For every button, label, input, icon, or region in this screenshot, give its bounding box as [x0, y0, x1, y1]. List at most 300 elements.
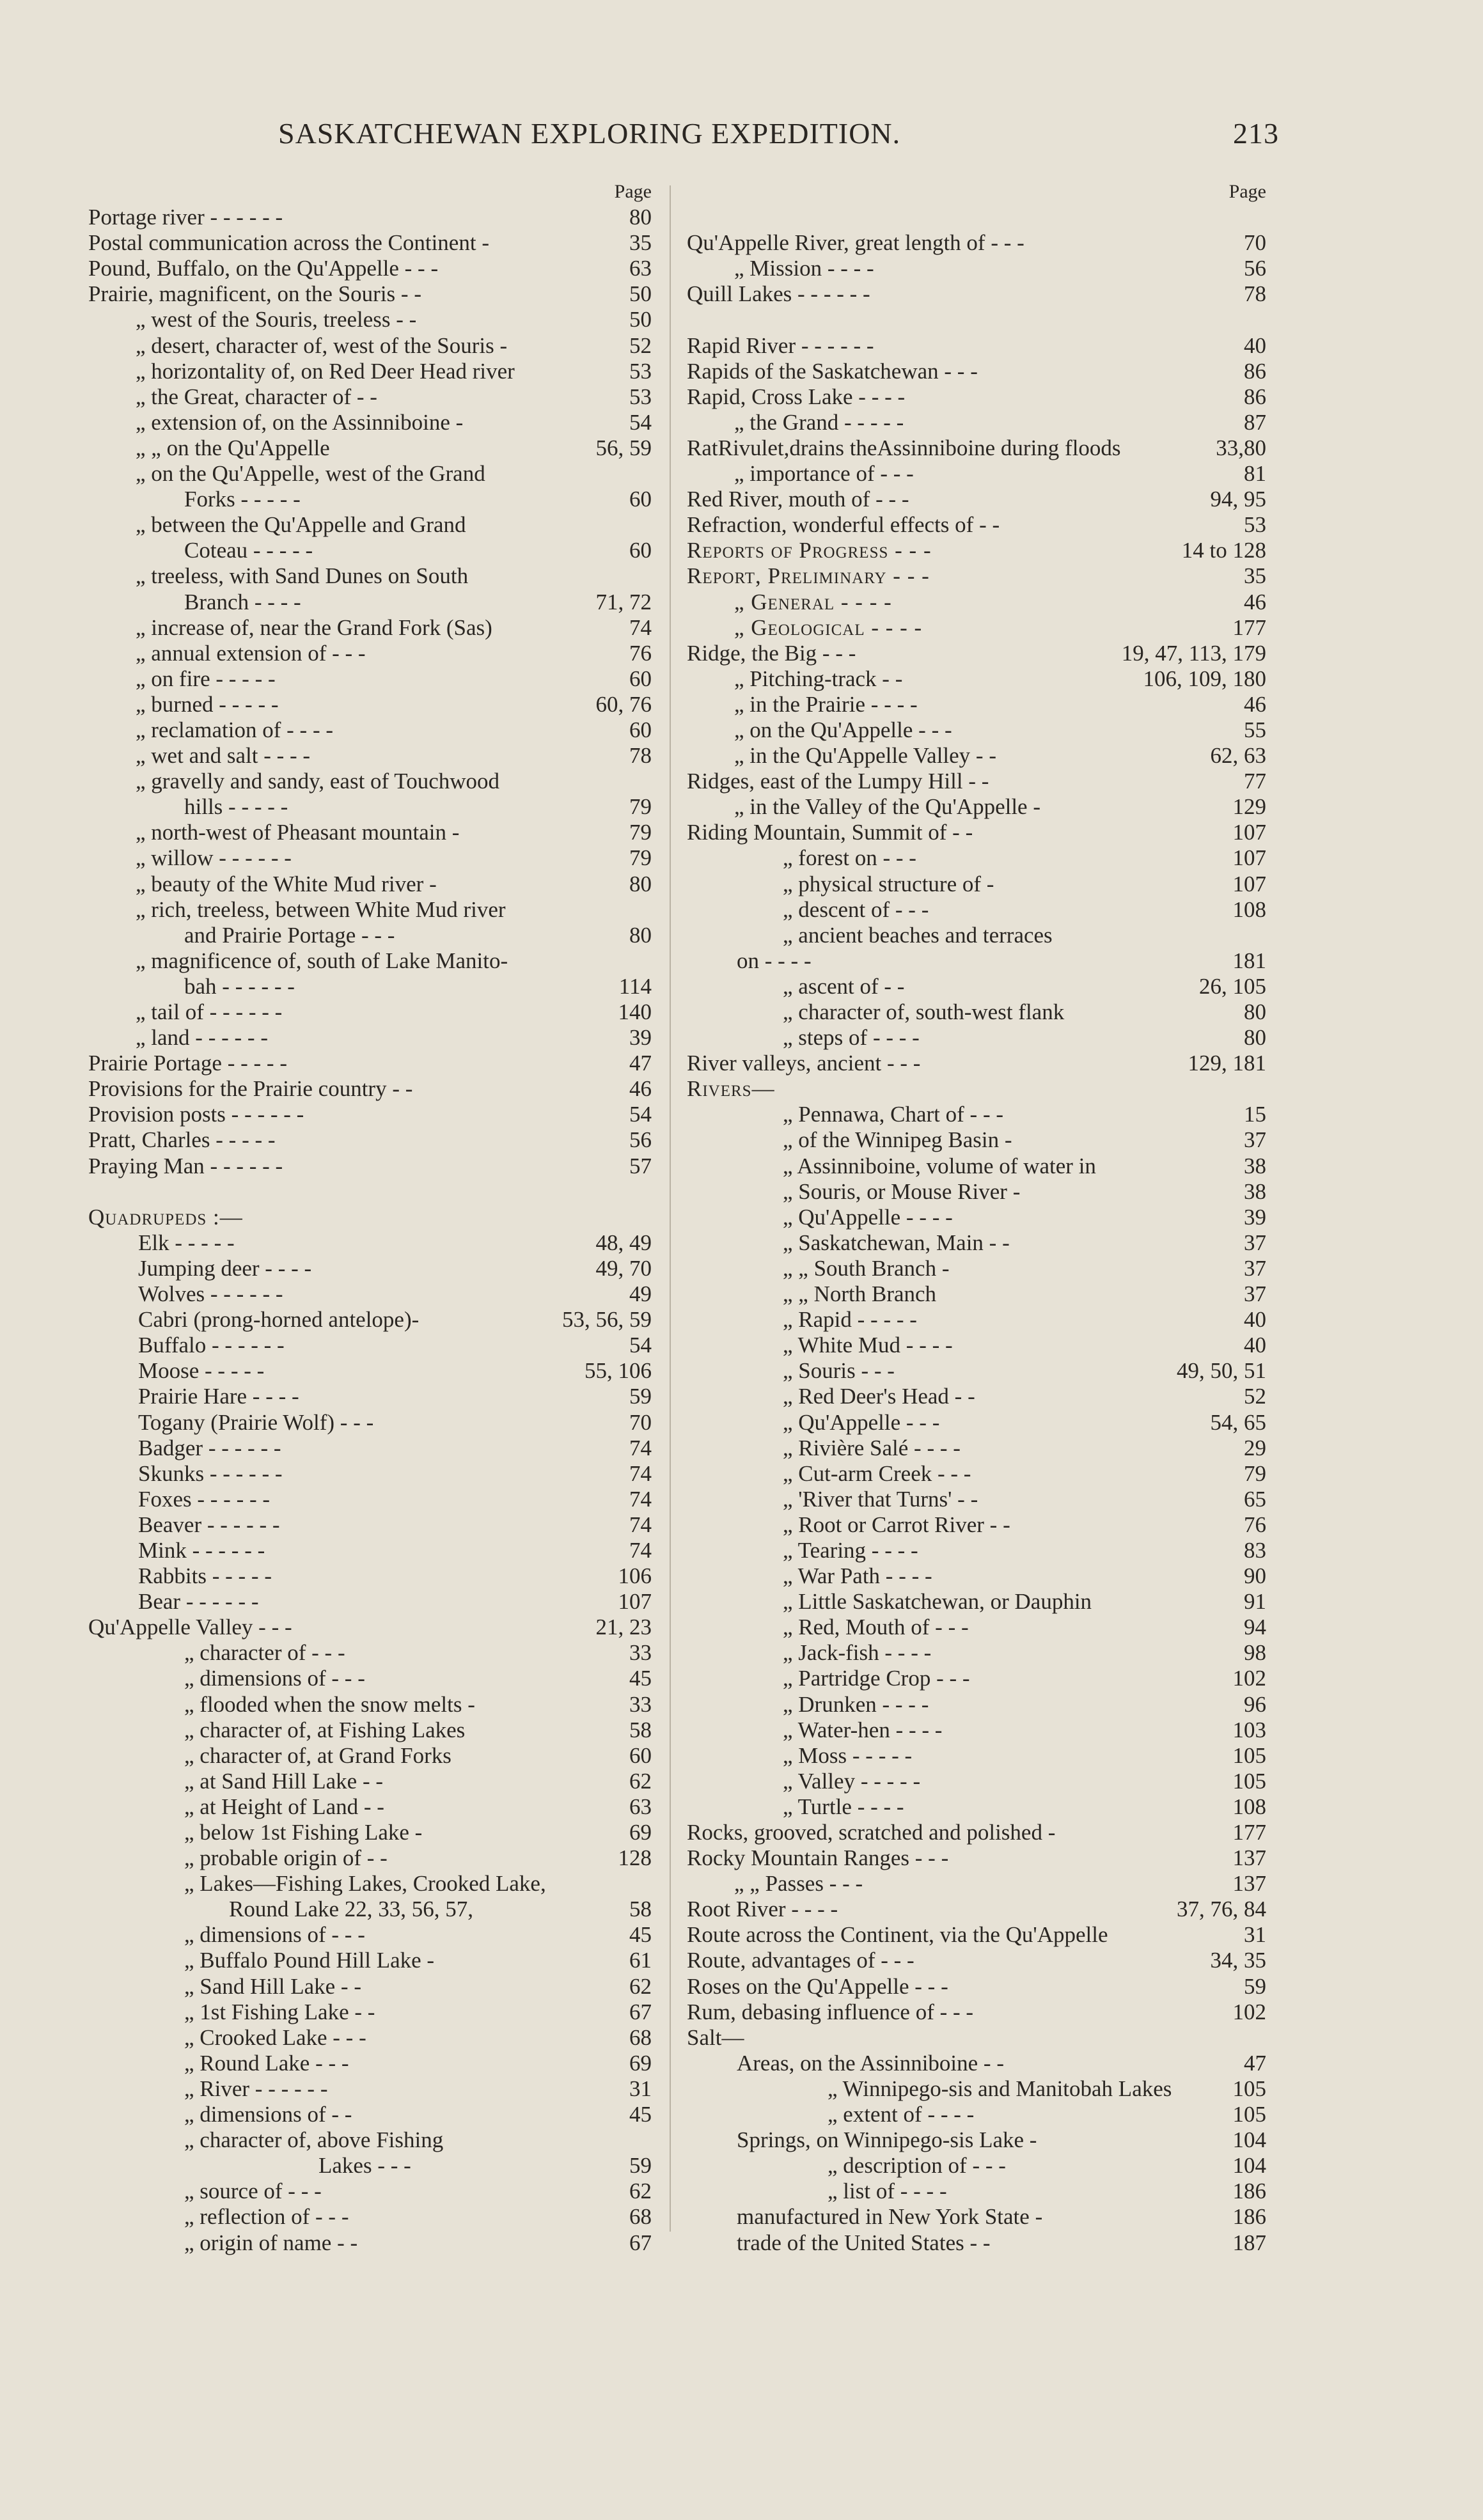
entry-page-ref: 67: [629, 2230, 652, 2255]
entry-page-ref: 177: [1232, 1820, 1266, 1845]
entry-text: Mink - - - - - -: [138, 1537, 265, 1563]
index-entry: [88, 1769, 654, 1794]
index-entry: [687, 666, 1269, 692]
entry-text: Moose - - - - -: [138, 1358, 265, 1384]
entry-text: „ at Sand Hill Lake - -: [184, 1768, 384, 1794]
index-entry: [88, 487, 654, 512]
entry-page-ref: 78: [1244, 281, 1266, 307]
entry-text: „ gravelly and sandy, east of Touchwood: [136, 769, 500, 794]
index-entry: [687, 769, 1269, 794]
index-entry: [88, 1076, 654, 1102]
entry-text: Springs, on Winnipego-sis Lake -: [737, 2127, 1037, 2153]
entry-page-ref: 45: [629, 1666, 652, 1691]
entry-text: and Prairie Portage - - -: [184, 922, 395, 948]
index-entry: [88, 1692, 654, 1718]
entry-text: „ on fire - - - - -: [136, 666, 276, 691]
entry-text: Ridge, the Big - - -: [687, 640, 856, 666]
index-entry: [687, 1410, 1269, 1436]
index-entry: [88, 2025, 654, 2051]
entry-page-ref: 57: [629, 1153, 652, 1178]
entry-text: „ magnificence of, south of Lake Manito-: [136, 948, 508, 973]
entry-page-ref: 59: [629, 1384, 652, 1409]
entry-page-ref: 79: [629, 845, 652, 871]
entry-page-ref: 14 to 128: [1181, 538, 1266, 563]
index-entry: [88, 461, 654, 487]
entry-page-ref: 37: [1244, 1281, 1266, 1307]
index-entry: [687, 1820, 1269, 1845]
entry-text: „ steps of - - - -: [783, 1025, 920, 1051]
entry-text: „ Red, Mouth of - - -: [783, 1615, 969, 1640]
entry-text: „ the Grand - - - - -: [734, 409, 904, 435]
index-entry: [88, 1589, 654, 1615]
index-entry: [687, 1436, 1269, 1461]
entry-page-ref: 86: [1244, 358, 1266, 384]
index-entry: [88, 2230, 654, 2256]
entry-page-ref: 129, 181: [1188, 1051, 1266, 1076]
index-entry: [687, 538, 1269, 563]
entry-page-ref: 40: [1244, 333, 1266, 358]
index-entry: [687, 1307, 1269, 1333]
entry-page-ref: 48, 49: [595, 1230, 652, 1255]
entry-text: Rapid River - - - - - -: [687, 333, 874, 358]
entry-text: „ character of, at Fishing Lakes: [184, 1717, 466, 1742]
entry-text: „ importance of - - -: [734, 461, 914, 487]
entry-text: „ on the Qu'Appelle - - -: [734, 717, 952, 742]
index-entry: [687, 1666, 1269, 1691]
entry-text: „ character of, south-west flank: [783, 999, 1065, 1024]
entry-text: „ physical structure of -: [783, 871, 994, 896]
entry-text: Buffalo - - - - - -: [138, 1333, 285, 1358]
index-entry: [88, 666, 654, 692]
entry-page-ref: 177: [1232, 614, 1266, 640]
index-entry: [88, 2204, 654, 2230]
entry-text: „ north-west of Pheasant mountain -: [136, 820, 460, 845]
entry-page-ref: 53: [629, 384, 652, 409]
entry-page-ref: 29: [1244, 1435, 1266, 1460]
index-entry: [88, 948, 654, 974]
entry-text: Root River - - - -: [687, 1897, 838, 1922]
entry-page-ref: 114: [618, 973, 652, 999]
index-entry: [687, 359, 1269, 384]
index-entry: [687, 1512, 1269, 1538]
entry-page-ref: 128: [618, 1845, 652, 1871]
index-entry: [88, 1922, 654, 1948]
entry-page-ref: 76: [629, 640, 652, 666]
entry-page-ref: 80: [1244, 999, 1266, 1024]
index-entry: [687, 641, 1269, 666]
entry-text: Quill Lakes - - - - - -: [687, 281, 870, 307]
entry-text: „ extent of - - - -: [828, 2102, 975, 2127]
entry-page-ref: 39: [629, 1025, 652, 1051]
entry-page-ref: 50: [629, 307, 652, 333]
entry-page-ref: 96: [1244, 1691, 1266, 1717]
index-entry: [687, 1179, 1269, 1205]
index-entry: [88, 1154, 654, 1179]
index-entry: [88, 1615, 654, 1640]
entry-text: „ character of - - -: [184, 1640, 345, 1666]
entry-page-ref: 52: [1244, 1384, 1266, 1409]
entry-text: Areas, on the Assinniboine - -: [737, 2050, 1004, 2076]
entry-text: „ description of - - -: [828, 2153, 1006, 2179]
index-entry: [687, 2051, 1269, 2076]
entry-page-ref: 105: [1232, 2076, 1266, 2101]
entry-text: „ source of - - -: [184, 2179, 322, 2204]
index-entry: [687, 2179, 1269, 2204]
index-entry: [88, 1384, 654, 1409]
entry-page-ref: 40: [1244, 1333, 1266, 1358]
entry-text: „ Geological - - - -: [734, 614, 923, 640]
entry-page-ref: 108: [1232, 1794, 1266, 1819]
index-entry: [88, 2127, 654, 2153]
entry-page-ref: 140: [618, 999, 652, 1024]
index-entry: [687, 974, 1269, 999]
entry-page-ref: 54: [629, 1102, 652, 1127]
entry-text: „ in the Valley of the Qu'Appelle -: [734, 794, 1040, 820]
index-entry: [88, 1871, 654, 1897]
entry-page-ref: 63: [629, 1794, 652, 1819]
index-entry: [687, 1897, 1269, 1922]
entry-page-ref: 94, 95: [1210, 487, 1266, 512]
index-entry: [687, 205, 1269, 230]
entry-text: „ 'River that Turns' - -: [783, 1486, 978, 1512]
index-entry: [88, 794, 654, 820]
entry-page-ref: 33,80: [1216, 435, 1266, 460]
entry-text: „ Partridge Crop - - -: [783, 1666, 970, 1691]
entry-page-ref: 37: [1244, 1127, 1266, 1153]
entry-page-ref: 31: [1244, 1922, 1266, 1948]
entry-page-ref: 91: [1244, 1589, 1266, 1615]
index-entry: [687, 1538, 1269, 1563]
entry-text: „ burned - - - - -: [136, 691, 279, 717]
entry-page-ref: 107: [1232, 871, 1266, 896]
entry-page-ref: 106, 109, 180: [1143, 666, 1266, 691]
index-entry: [687, 820, 1269, 845]
entry-page-ref: 59: [1244, 1973, 1266, 1999]
entry-page-ref: 59: [629, 2153, 652, 2179]
entry-page-ref: 102: [1232, 1666, 1266, 1691]
entry-page-ref: 79: [629, 820, 652, 845]
entry-page-ref: 49: [629, 1281, 652, 1307]
entry-page-ref: 34, 35: [1210, 1948, 1266, 1973]
entry-text: Route across the Continent, via the Qu'Appelle: [687, 1922, 1108, 1948]
entry-text: „ Rapid - - - - -: [783, 1307, 917, 1333]
entry-text: Provision posts - - - - - -: [88, 1102, 304, 1127]
entry-text: „ Cut-arm Creek - - -: [783, 1460, 971, 1486]
entry-text: „ River - - - - - -: [184, 2076, 328, 2101]
index-entry: [88, 845, 654, 871]
entry-text: „ dimensions of - -: [184, 2102, 352, 2127]
entry-page-ref: 107: [1232, 845, 1266, 871]
entry-text: „ Drunken - - - -: [783, 1691, 929, 1717]
index-entry: [88, 615, 654, 641]
entry-page-ref: 31: [629, 2076, 652, 2101]
entry-page-ref: 54: [629, 409, 652, 435]
entry-text: „ willow - - - - - -: [136, 845, 292, 871]
entry-text: „ list of - - - -: [828, 2179, 947, 2204]
entry-text: RatRivulet,drains theAssinniboine during floods: [687, 435, 1121, 460]
index-entry: [687, 845, 1269, 871]
entry-text: „ land - - - - - -: [136, 1025, 268, 1051]
index-entry: [687, 743, 1269, 769]
entry-text: „ Buffalo Pound Hill Lake -: [184, 1948, 435, 1973]
entry-text: „ probable origin of - -: [184, 1845, 388, 1871]
entry-page-ref: 62: [629, 2179, 652, 2204]
index-entry: [88, 1127, 654, 1153]
entry-page-ref: 47: [629, 1051, 652, 1076]
entry-text: „ dimensions of - - -: [184, 1922, 365, 1948]
entry-text: Togany (Prairie Wolf) - - -: [138, 1409, 374, 1435]
index-entry: [88, 1974, 654, 2000]
entry-page-ref: 107: [1232, 820, 1266, 845]
entry-text: Quadrupeds :—: [88, 1204, 243, 1230]
index-entry: [88, 1512, 654, 1538]
entry-text: Roses on the Qu'Appelle - - -: [687, 1973, 948, 1999]
entry-text: Pratt, Charles - - - - -: [88, 1127, 276, 1153]
index-entry: [687, 1948, 1269, 1973]
index-entry: [687, 1487, 1269, 1512]
index-entry: [687, 1102, 1269, 1127]
entry-page-ref: 50: [629, 281, 652, 307]
page-number: 213: [1233, 117, 1279, 150]
index-entry: [687, 1615, 1269, 1640]
entry-text: manufactured in New York State -: [737, 2204, 1043, 2230]
running-header: [83, 116, 1279, 155]
entry-page-ref: 104: [1232, 2153, 1266, 2179]
index-entry: [88, 435, 654, 461]
entry-text: Refraction, wonderful effects of - -: [687, 512, 1000, 538]
index-entry: [88, 1102, 654, 1127]
entry-page-ref: 38: [1244, 1178, 1266, 1204]
index-entry: [687, 1127, 1269, 1153]
index-entry: [687, 897, 1269, 923]
entry-page-ref: 46: [629, 1076, 652, 1102]
page-column-label: Page: [1228, 181, 1266, 202]
entry-page-ref: 181: [1232, 948, 1266, 973]
entry-page-ref: 56: [1244, 256, 1266, 281]
index-entry: [88, 2153, 654, 2179]
entry-text: trade of the United States - -: [737, 2230, 991, 2255]
entry-text: Pound, Buffalo, on the Qu'Appelle - - -: [88, 256, 439, 281]
entry-page-ref: 71, 72: [595, 589, 652, 614]
index-entry: [687, 435, 1269, 461]
entry-text: „ Tearing - - - -: [783, 1537, 918, 1563]
entry-page-ref: 74: [629, 1537, 652, 1563]
index-entry: [88, 1025, 654, 1051]
index-entry: [687, 563, 1269, 589]
index-entry: [88, 1307, 654, 1333]
entry-page-ref: 54: [629, 1333, 652, 1358]
entry-page-ref: 129: [1232, 794, 1266, 820]
entry-text: „ Winnipego-sis and Manitobah Lakes: [828, 2076, 1172, 2101]
entry-page-ref: 56, 59: [595, 435, 652, 460]
entry-text: Red River, mouth of - - -: [687, 487, 909, 512]
index-entry: [687, 487, 1269, 512]
index-entry: [687, 2076, 1269, 2102]
entry-text: „ annual extension of - - -: [136, 640, 366, 666]
entry-text: „ reflection of - - -: [184, 2204, 349, 2230]
entry-page-ref: 35: [629, 230, 652, 256]
entry-page-ref: 45: [629, 1922, 652, 1948]
entry-page-ref: 63: [629, 256, 652, 281]
entry-text: „ in the Prairie - - - -: [734, 691, 918, 717]
entry-page-ref: 60: [629, 538, 652, 563]
entry-page-ref: 49, 70: [595, 1255, 652, 1281]
entry-page-ref: 62: [629, 1973, 652, 1999]
entry-page-ref: 60: [629, 666, 652, 691]
entry-page-ref: 39: [1244, 1204, 1266, 1230]
index-entry: [687, 410, 1269, 435]
index-entry: [687, 1640, 1269, 1666]
index-entry: [88, 1820, 654, 1845]
index-entry: [687, 692, 1269, 717]
index-entry: [88, 2102, 654, 2127]
entry-page-ref: 69: [629, 2050, 652, 2076]
entry-text: „ „ on the Qu'Appelle: [136, 435, 330, 460]
entry-text: „ desert, character of, west of the Souris -: [136, 333, 508, 358]
index-entry: [88, 923, 654, 948]
entry-text: „ Pennawa, Chart of - - -: [783, 1102, 1004, 1127]
column-divider: [670, 185, 671, 2232]
entry-text: Postal communication across the Continent -: [88, 230, 489, 256]
entry-page-ref: 35: [1244, 563, 1266, 589]
entry-page-ref: 186: [1232, 2204, 1266, 2230]
index-entry: [687, 461, 1269, 487]
entry-page-ref: 45: [629, 2102, 652, 2127]
index-entry: [687, 1051, 1269, 1076]
index-entry: [88, 974, 654, 999]
entry-page-ref: 74: [629, 1435, 652, 1460]
index-entry: [687, 1845, 1269, 1871]
entry-text: „ below 1st Fishing Lake -: [184, 1820, 423, 1845]
entry-page-ref: 108: [1232, 896, 1266, 922]
entry-text: Cabri (prong-horned antelope)-: [138, 1307, 420, 1333]
entry-text: Rabbits - - - - -: [138, 1563, 272, 1589]
entry-page-ref: 33: [629, 1640, 652, 1666]
index-entry: [88, 1256, 654, 1281]
entry-page-ref: 52: [629, 333, 652, 358]
index-entry: [88, 641, 654, 666]
entry-text: „ in the Qu'Appelle Valley - -: [734, 743, 996, 769]
entry-text: Badger - - - - - -: [138, 1435, 281, 1460]
entry-text: Reports of Progress - - -: [687, 538, 932, 563]
entry-text: „ White Mud - - - -: [783, 1333, 953, 1358]
index-entry: [88, 307, 654, 333]
entry-text: Rocks, grooved, scratched and polished -: [687, 1820, 1056, 1845]
index-entry: [88, 281, 654, 307]
index-entry: [88, 1640, 654, 1666]
running-title: SASKATCHEWAN EXPLORING EXPEDITION.: [278, 117, 901, 150]
entry-text: „ the Great, character of - -: [136, 384, 377, 409]
entry-page-ref: 49, 50, 51: [1177, 1358, 1266, 1384]
entry-text: Skunks - - - - - -: [138, 1460, 283, 1486]
index-entry: [88, 230, 654, 256]
entry-text: Report, Preliminary - - -: [687, 563, 930, 589]
index-entry: [687, 1461, 1269, 1487]
index-entry: [687, 2204, 1269, 2230]
entry-text: River valleys, ancient - - -: [687, 1051, 921, 1076]
index-entry: [88, 512, 654, 538]
index-entry: [687, 256, 1269, 281]
entry-text: Prairie, magnificent, on the Souris - -: [88, 281, 421, 307]
index-entry: [88, 769, 654, 794]
entry-text: Beaver - - - - - -: [138, 1512, 280, 1537]
entry-page-ref: 62, 63: [1210, 743, 1266, 769]
entry-text: „ origin of name - -: [184, 2230, 358, 2255]
entry-page-ref: 67: [629, 1999, 652, 2024]
entry-page-ref: 187: [1232, 2230, 1266, 2255]
entry-page-ref: 60: [629, 717, 652, 742]
index-entry: [687, 1256, 1269, 1281]
entry-text: „ Jack-fish - - - -: [783, 1640, 932, 1666]
entry-text: „ Round Lake - - -: [184, 2050, 349, 2076]
entry-text: Wolves - - - - - -: [138, 1281, 283, 1307]
entry-page-ref: 83: [1244, 1537, 1266, 1563]
entry-page-ref: 55: [1244, 717, 1266, 742]
index-entry: [687, 281, 1269, 307]
index-entry: [687, 1743, 1269, 1769]
entry-page-ref: 46: [1244, 691, 1266, 717]
index-entry: [687, 2102, 1269, 2127]
entry-text: Foxes - - - - - -: [138, 1486, 271, 1512]
index-entry: [687, 1794, 1269, 1820]
index-entry: [687, 1589, 1269, 1615]
entry-text: „ Pitching-track - -: [734, 666, 903, 691]
index-entry: [687, 230, 1269, 256]
index-entry: [88, 2000, 654, 2025]
entry-page-ref: 54, 65: [1210, 1409, 1266, 1435]
entry-page-ref: 103: [1232, 1717, 1266, 1742]
entry-text: Prairie Portage - - - - -: [88, 1051, 287, 1076]
entry-page-ref: 74: [629, 614, 652, 640]
entry-text: „ Red Deer's Head - -: [783, 1384, 975, 1409]
index-entry: [88, 999, 654, 1025]
index-entry: [88, 743, 654, 769]
entry-page-ref: 19, 47, 113, 179: [1121, 640, 1266, 666]
entry-page-ref: 38: [1244, 1153, 1266, 1178]
entry-page-ref: 104: [1232, 2127, 1266, 2153]
page-column-label: Page: [614, 181, 652, 202]
entry-text: „ extension of, on the Assinniboine -: [136, 409, 464, 435]
entry-text: „ „ North Branch: [783, 1281, 937, 1307]
index-entry: [687, 1563, 1269, 1589]
entry-text: „ rich, treeless, between White Mud river: [136, 896, 506, 922]
entry-page-ref: 65: [1244, 1486, 1266, 1512]
entry-page-ref: 21, 23: [595, 1615, 652, 1640]
entry-page-ref: 107: [618, 1589, 652, 1615]
index-entry: [687, 1974, 1269, 2000]
index-entry: [88, 1333, 654, 1358]
entry-page-ref: 74: [629, 1460, 652, 1486]
entry-page-ref: 102: [1232, 1999, 1266, 2024]
index-entry: [88, 692, 654, 717]
index-entry: [88, 410, 654, 435]
entry-page-ref: 33: [629, 1691, 652, 1717]
index-entry: [687, 1205, 1269, 1230]
index-entry: [687, 1154, 1269, 1179]
entry-page-ref: 87: [1244, 409, 1266, 435]
index-entry: [687, 923, 1269, 948]
entry-text: „ Souris, or Mouse River -: [783, 1178, 1021, 1204]
index-entry: [88, 1051, 654, 1076]
entry-text: „ beauty of the White Mud river -: [136, 871, 437, 896]
index-entry: [687, 1333, 1269, 1358]
index-entry: [687, 1769, 1269, 1794]
index-entry: [88, 820, 654, 845]
entry-text: „ General - - - -: [734, 589, 892, 614]
entry-text: „ Root or Carrot River - -: [783, 1512, 1010, 1537]
index-entry: [88, 2076, 654, 2102]
index-entry: [88, 1205, 654, 1230]
